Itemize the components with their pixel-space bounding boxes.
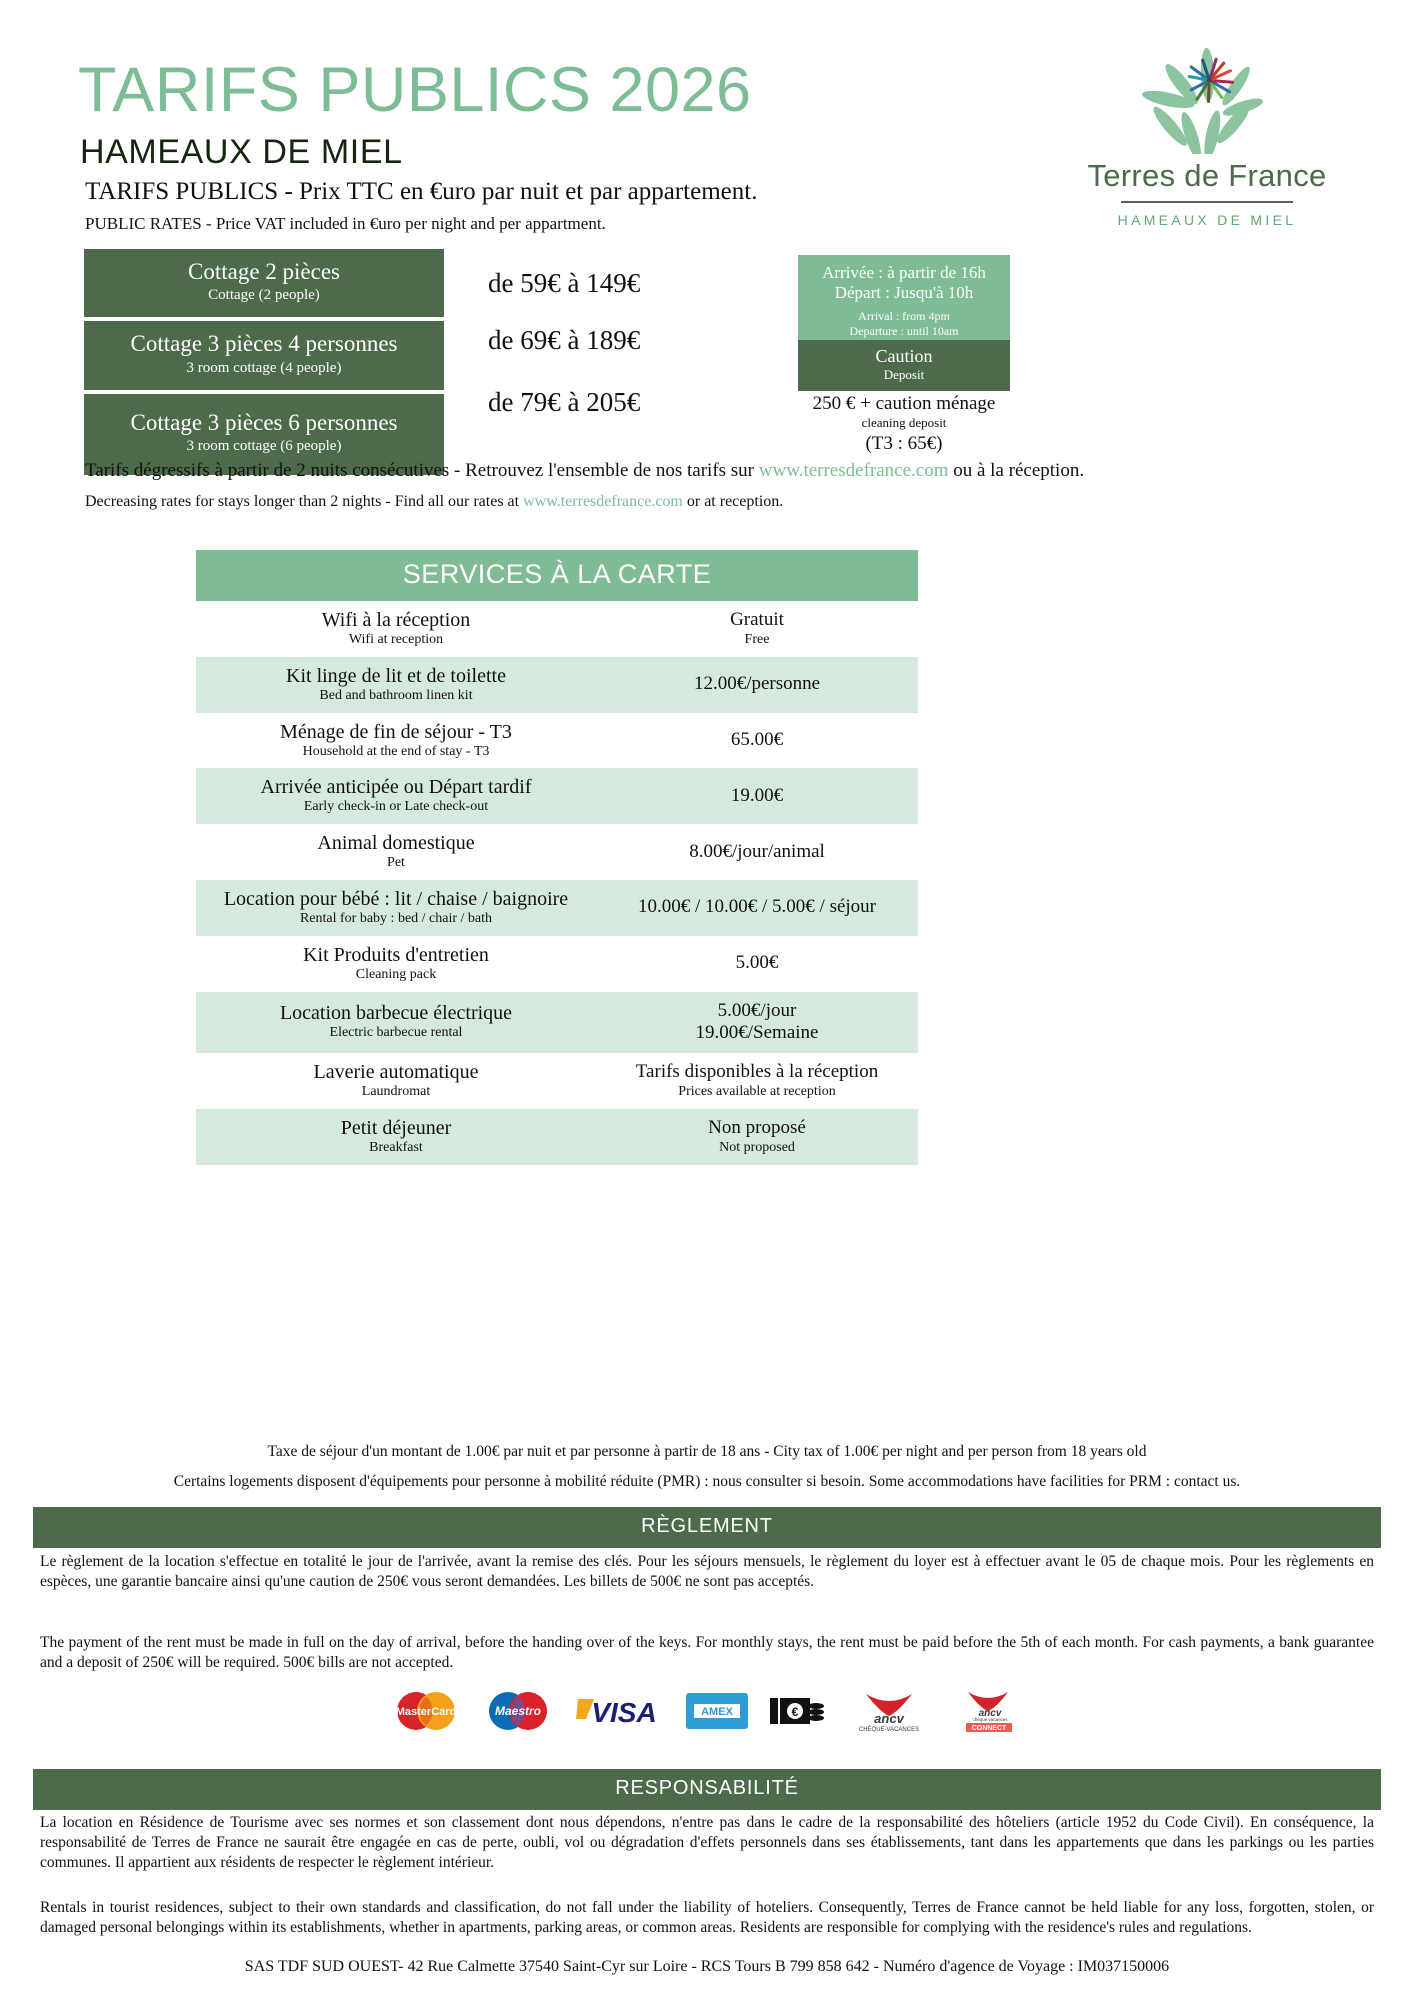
service-price-cell [596,888,918,927]
rate-label-en: 3 room cottage (4 people) [186,359,342,376]
rate-label-fr: Cottage 2 pièces [187,259,340,284]
service-name-cell [196,713,596,769]
deposit-note [798,393,1010,455]
responsabilite-paragraph-fr: La location en Résidence de Tourisme avec ses normes et son classement dont nous dépendons, n'entre pas dans le cadre de la responsabilité des hôteliers (article 1952 du Code Civil). En conséquence, la responsabilité de Terres de France ne saurait être engagée en cas de perte, oubli, vol ou dégradation d'effets personnels dans ses établissements, tant dans les appartements que dans les parkings ou les parties communes. Il appartient aux résidents de respecter le règlement intérieur. [40,1814,1374,1871]
service-name-en: Rental for baby : bed / chair / bath [299,910,493,926]
rate-boxes [84,249,444,479]
service-price-fr: 5.00€ [735,952,779,974]
page-title: TARIFS PUBLICS 2026 [78,55,752,125]
city-tax-note: Taxe de séjour d'un montant de 1.00€ par nuit et par personne à partir de 18 ans - City tax of 1.00€ per night and per person from 18 years old [267,1443,1147,1460]
deposit-title-en: Deposit [883,366,925,382]
service-price-en: Prices available at reception [678,1084,836,1100]
svg-text:CONNECT: CONNECT [971,1725,1007,1732]
intro-text-fr: TARIFS PUBLICS - Prix TTC en €uro par nuit et par appartement. [85,178,758,205]
reglement-text-en [40,1633,1374,1687]
ancv-cheque-vacances-logo [846,1690,932,1732]
svg-text:€: € [791,1705,799,1719]
table-row [196,601,918,657]
payment-methods [0,1690,1414,1732]
arrival-departure-box [798,255,1010,349]
deposit-box [798,340,1010,391]
service-name-en: Wifi at reception [348,632,444,647]
pmr-note: Certains logements disposent d'équipements pour personne à mobilité réduite (PMR) : nous consulter si besoin. Some accommodations have facilities for PRM : contact us. [173,1473,1241,1490]
mastercard-logo [390,1690,462,1732]
svg-text:VISA: VISA [591,1697,657,1728]
brand-site-name: HAMEAUX DE MIEL [1117,212,1297,228]
service-price-en: Not proposed [719,1139,795,1155]
logo-divider [1121,201,1293,203]
service-name-cell [196,880,596,936]
ancv-connect-logo [952,1690,1024,1732]
legal-footer: SAS TDF SUD OUEST- 42 Rue Calmette 37540 Saint-Cyr sur Loire - RCS Tours B 799 858 642 - Numéro d'agence de Voyage : IM037150006 [244,1958,1170,1975]
svg-text:Maestro: Maestro [494,1704,542,1718]
service-price-cell [596,601,918,657]
service-name-en: Breakfast [369,1139,423,1155]
service-price-en: Free [744,631,770,647]
svg-text:chèque vacances: chèque vacances [972,1717,1008,1722]
service-name-fr: Laverie automatique [313,1061,479,1084]
services-table [196,550,918,1165]
service-name-en: Household at the end of stay - T3 [302,743,490,759]
service-price-cell [596,721,918,760]
deposit-title-fr: Caution [875,346,933,366]
rate-label-en: 3 room cottage (6 people) [186,437,342,454]
service-price-fr: 10.00€ / 10.00€ / 5.00€ / séjour [637,896,877,918]
service-name-cell [196,994,596,1050]
departure-time-fr: Départ : Jusqu'à 10h [834,283,974,303]
service-name-fr: Kit Produits d'entretien [303,943,489,966]
service-price-cell [596,1053,918,1109]
service-price-cell [596,665,918,704]
svg-text:ancv: ancv [874,1711,904,1726]
website-link-fr[interactable]: www.terresdefrance.com [758,460,949,481]
service-name-fr: Location pour bébé : lit / chaise / baignoire [223,887,569,910]
service-price-cell [596,833,918,872]
reglement-text-fr [40,1552,1374,1606]
amex-logo [686,1690,748,1732]
deposit-t3: (T3 : 65€) [865,433,943,454]
service-name-cell [196,1109,596,1165]
rate-price: de 69€ à 189€ [488,325,641,355]
service-price-fr: 65.00€ [730,729,784,751]
service-name-cell [196,657,596,713]
service-price-cell [596,777,918,816]
svg-text:ancv: ancv [978,1708,1002,1719]
table-row [196,880,918,936]
responsabilite-paragraph-en: Rentals in tourist residences, subject to their own standards and classification, do not fall under the liability of hoteliers. Consequently, Terres de France cannot be held liable for any loss, forgotten, stolen, or damaged personal belongings within its establishments, whether in apartments, parking areas, or common areas. Residents are responsible for complying with the residence's rules and regulations. [40,1899,1374,1936]
rate-label-fr: Cottage 3 pièces 4 personnes [130,331,398,357]
website-link-en[interactable]: www.terresdefrance.com [523,493,683,510]
rate-label-fr: Cottage 3 pièces 6 personnes [130,409,398,435]
service-name-fr: Ménage de fin de séjour - T3 [280,720,512,743]
degressive-fr [85,460,1335,482]
service-name-fr: Location barbecue électrique [279,1002,513,1025]
degressive-en [85,493,1335,511]
service-name-fr: Animal domestique [317,832,475,855]
flower-burst-icon [1135,44,1280,154]
service-name-fr: Petit déjeuner [340,1116,452,1139]
cash-logo [768,1690,826,1732]
rate-price: de 59€ à 149€ [488,268,641,298]
brand-name: Terres de France [1087,158,1327,193]
responsabilite-banner: RESPONSABILITÉ [33,1769,1381,1810]
service-price-fr: Gratuit [730,609,784,631]
service-price-fr: 12.00€/personne [693,673,821,695]
service-name-fr: Wifi à la réception [321,609,471,631]
service-price-fr: 5.00€/jour [717,999,797,1021]
service-name-fr: Arrivée anticipée ou Départ tardif [260,776,532,799]
service-name-cell [196,601,596,657]
service-name-en: Bed and bathroom linen kit [319,687,473,703]
deposit-amount: 250 € + caution ménage [812,393,996,414]
service-price-fr: Non proposé [708,1117,806,1139]
service-name-fr: Kit linge de lit et de toilette [286,664,506,687]
service-name-en: Laundromat [361,1084,431,1100]
responsabilite-text-en [40,1898,1374,1952]
table-row [196,1053,918,1109]
rate-box [84,321,444,389]
degressive-en-part1: Decreasing rates for stays longer than 2 nights - Find all our rates at [85,493,524,510]
reglement-banner: RÈGLEMENT [33,1507,1381,1548]
degressive-en-part2: or at reception. [682,493,784,510]
table-row [196,992,918,1054]
service-name-en: Early check-in or Late check-out [303,799,489,815]
degressive-rates-note [85,460,1335,511]
table-row [196,936,918,992]
service-name-en: Cleaning pack [355,966,437,982]
services-table-header: SERVICES À LA CARTE [196,550,918,601]
service-price-fr-secondary: 19.00€/Semaine [695,1022,819,1044]
degressive-fr-part1: Tarifs dégressifs à partir de 2 nuits consécutives - Retrouvez l'ensemble de nos tarifs sur [85,460,759,481]
service-name-en: Pet [387,855,405,871]
rate-price: de 79€ à 205€ [488,387,641,417]
table-row [196,713,918,769]
service-name-cell [196,768,596,824]
rate-label-en: Cottage (2 people) [208,287,320,304]
service-price-cell [596,992,918,1054]
service-name-cell [196,824,596,880]
service-price-fr: Tarifs disponibles à la réception [635,1061,879,1083]
deposit-amount-en: cleaning deposit [861,415,947,430]
reglement-paragraph-en: The payment of the rent must be made in full on the day of arrival, before the handing over of the keys. For monthly stays, the rent must be paid before the 5th of each month. For cash payments, a bank guarantee and a deposit of 250€ will be required. 500€ bills are not accepted. [40,1634,1374,1671]
service-name-cell [196,936,596,992]
svg-text:AMEX: AMEX [701,1706,733,1718]
brand-logo [1082,44,1332,228]
degressive-fr-part2: ou à la réception. [948,460,1085,481]
intro-text-en: PUBLIC RATES - Price VAT included in €uro per night and per appartment. [85,214,606,233]
svg-text:MasterCard: MasterCard [395,1706,457,1718]
service-name-en: Electric barbecue rental [329,1025,463,1041]
table-row [196,768,918,824]
page-subtitle: HAMEAUX DE MIEL [80,133,403,171]
service-name-cell [196,1053,596,1109]
rate-box [84,249,444,317]
departure-time-en: Departure : until 10am [849,323,959,338]
service-price-fr: 19.00€ [730,784,784,806]
maestro-logo [482,1690,554,1732]
svg-text:CHÈQUE-VACANCES: CHÈQUE-VACANCES [858,1727,920,1732]
table-row [196,1109,918,1165]
arrival-time-en: Arrival : from 4pm [858,308,950,323]
service-price-cell [596,1109,918,1165]
responsabilite-text-fr [40,1813,1374,1886]
reglement-paragraph-fr: Le règlement de la location s'effectue en totalité le jour de l'arrivée, avant la remise des clés. Pour les séjours mensuels, le règlement du loyer est à effectuer avant le 05 de chaque mois. Pour les règlements en espèces, une garantie bancaire ainsi qu'une caution de 250€ vous seront demandées. Les billets de 500€ ne sont pas acceptés. [40,1553,1374,1590]
table-row [196,824,918,880]
service-price-fr: 8.00€/jour/animal [689,840,825,862]
service-price-cell [596,944,918,983]
visa-logo [574,1690,666,1732]
arrival-time-fr: Arrivée : à partir de 16h [822,263,986,282]
tax-notes [0,1443,1414,1491]
table-row [196,657,918,713]
